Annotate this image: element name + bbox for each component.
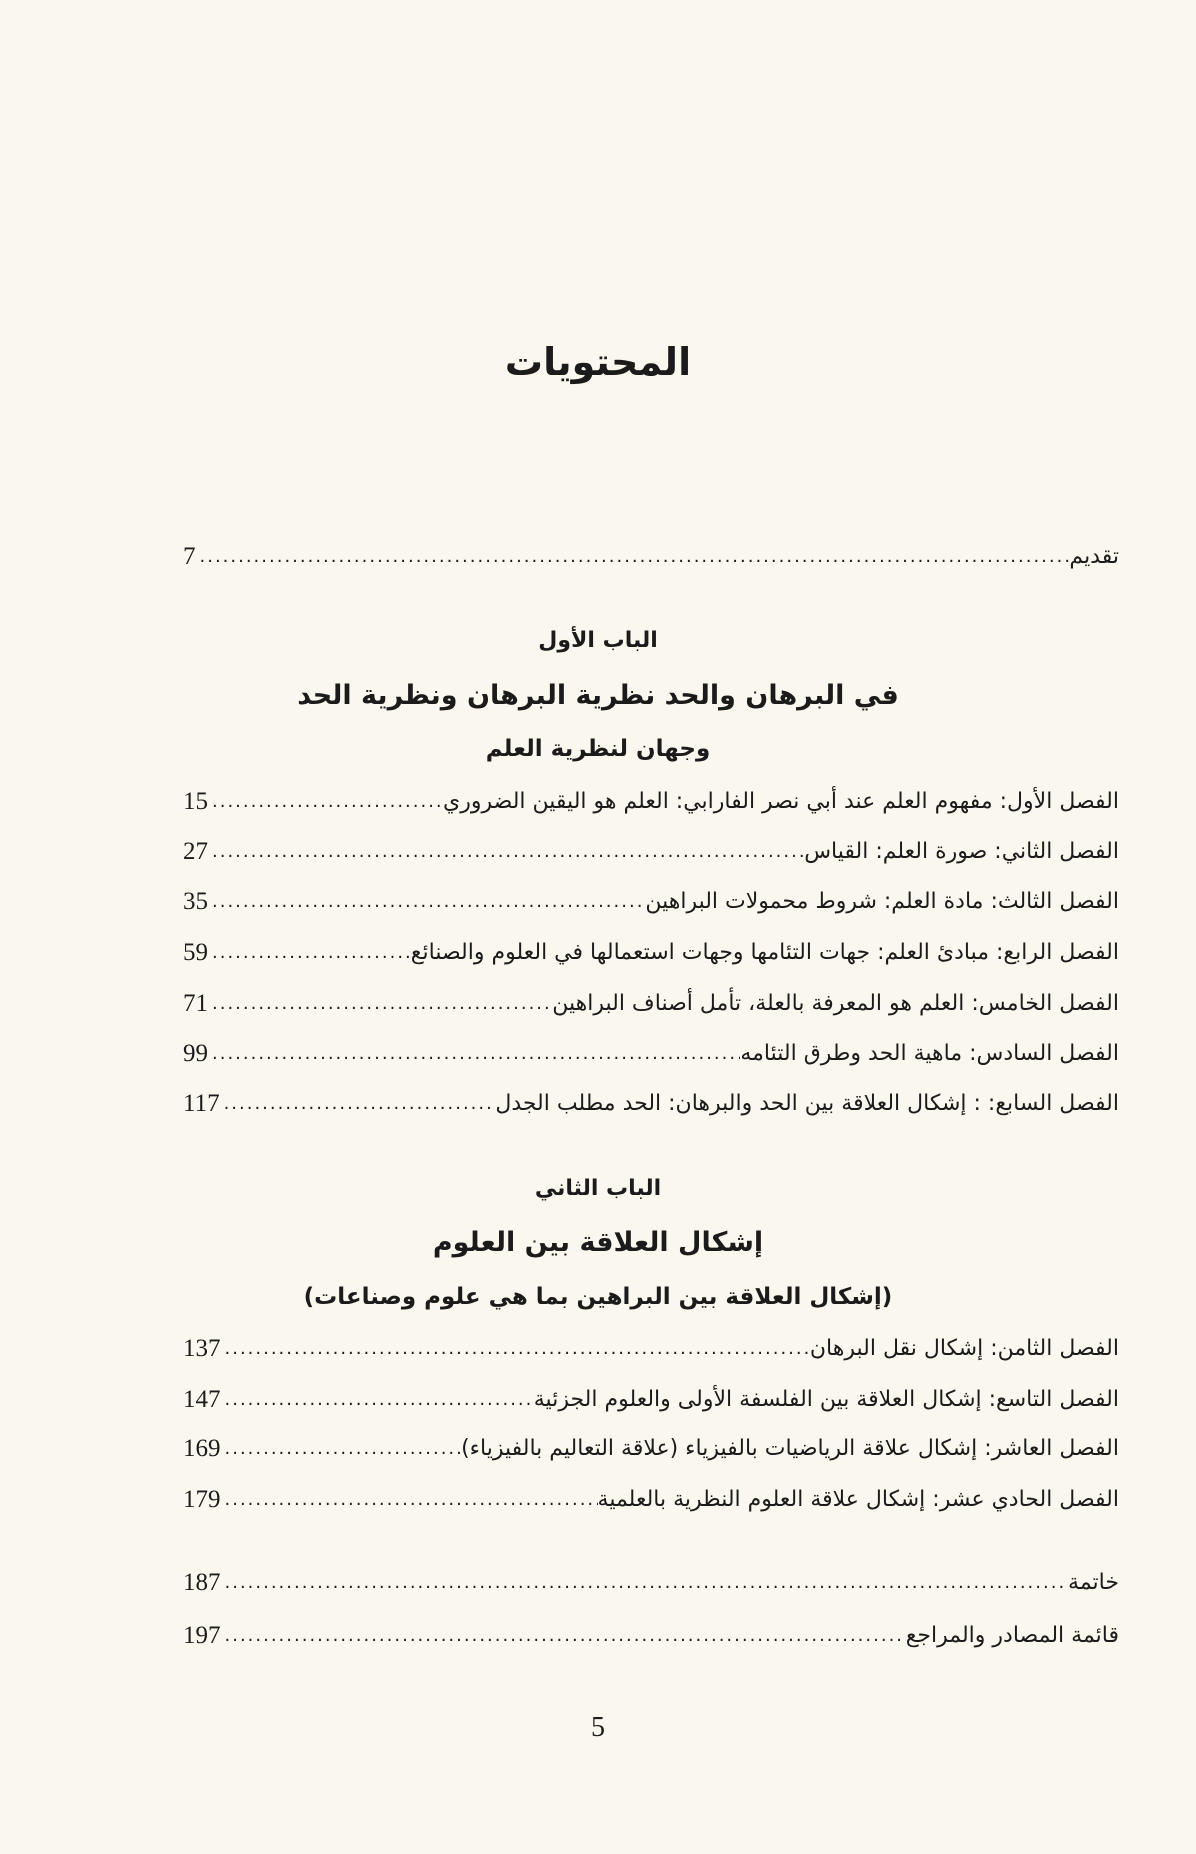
entry-page: 147 xyxy=(183,1386,221,1413)
entry-page: 187 xyxy=(183,1569,221,1596)
toc-entry xyxy=(183,835,1119,869)
entry-page: 99 xyxy=(183,1040,208,1067)
dot-leader xyxy=(212,1037,740,1071)
entry-page: 71 xyxy=(183,990,208,1017)
entry-label: تقديم xyxy=(1069,544,1119,569)
entry-label: الفصل العاشر: إشكال علاقة الرياضيات بالفيزياء (علاقة التعاليم بالفيزياء) xyxy=(461,1436,1119,1461)
toc-entry xyxy=(183,1332,1119,1366)
entry-page: 179 xyxy=(183,1486,221,1513)
entry-label: الفصل السابع: : إشكال العلاقة بين الحد والبرهان: الحد مطلب الجدل xyxy=(495,1091,1119,1116)
dot-leader xyxy=(225,1483,598,1517)
toc-entry xyxy=(183,987,1119,1021)
dot-leader xyxy=(225,1383,534,1417)
toc-entry xyxy=(183,1483,1119,1517)
entry-label: الفصل الثاني: صورة العلم: القياس xyxy=(804,839,1119,864)
part1-label: الباب الأول xyxy=(538,628,658,653)
dot-leader xyxy=(200,540,1070,574)
toc-entry-conclusion xyxy=(183,1566,1119,1600)
entry-label: الفصل الثالث: مادة العلم: شروط محمولات البراهين xyxy=(645,889,1119,914)
dot-leader xyxy=(224,1087,496,1121)
entry-label: الفصل الثامن: إشكال نقل البرهان xyxy=(809,1336,1119,1361)
toc-entry xyxy=(183,936,1119,970)
dot-leader xyxy=(225,1619,906,1653)
entry-page: 27 xyxy=(183,838,208,865)
entry-page: 15 xyxy=(183,788,208,815)
entry-page: 137 xyxy=(183,1335,221,1362)
dot-leader xyxy=(212,987,552,1021)
toc-entry xyxy=(183,1087,1119,1121)
part2-heading: إشكال العلاقة بين العلوم xyxy=(432,1227,764,1258)
entry-label: الفصل الأول: مفهوم العلم عند أبي نصر الفارابي: العلم هو اليقين الضروري xyxy=(443,789,1119,814)
part2-subheading: (إشكال العلاقة بين البراهين بما هي علوم وصناعات) xyxy=(303,1284,893,1310)
entry-label: الفصل الحادي عشر: إشكال علاقة العلوم النظرية بالعلمية xyxy=(597,1487,1119,1512)
dot-leader xyxy=(212,936,411,970)
toc-entry xyxy=(183,1037,1119,1071)
toc-entry xyxy=(183,1383,1119,1417)
entry-page: 117 xyxy=(183,1090,220,1117)
entry-page: 59 xyxy=(183,939,208,966)
page-number: 5 xyxy=(591,1712,605,1743)
entry-label: خاتمة xyxy=(1068,1570,1119,1595)
part1-heading: في البرهان والحد نظرية البرهان ونظرية الحد xyxy=(297,680,899,711)
dot-leader xyxy=(212,785,443,819)
dot-leader xyxy=(212,835,804,869)
entry-label: الفصل الخامس: العلم هو المعرفة بالعلة، تأمل أصناف البراهين xyxy=(552,991,1119,1016)
entry-page: 197 xyxy=(183,1622,221,1649)
dot-leader xyxy=(225,1566,1069,1600)
part2-label: الباب الثاني xyxy=(534,1176,662,1201)
toc-entry-intro xyxy=(183,540,1119,574)
page-title: المحتويات xyxy=(504,340,692,384)
toc-entry xyxy=(183,785,1119,819)
entry-label: قائمة المصادر والمراجع xyxy=(905,1623,1119,1648)
toc-entry xyxy=(183,885,1119,919)
part1-subheading: وجهان لنظرية العلم xyxy=(485,736,711,762)
entry-page: 169 xyxy=(183,1435,221,1462)
dot-leader xyxy=(225,1432,462,1466)
entry-page: 35 xyxy=(183,888,208,915)
entry-label: الفصل التاسع: إشكال العلاقة بين الفلسفة الأولى والعلوم الجزئية xyxy=(533,1387,1119,1412)
entry-label: الفصل الرابع: مبادئ العلم: جهات التئامها وجهات استعمالها في العلوم والصنائع xyxy=(410,940,1119,965)
toc-entry-bibliography xyxy=(183,1619,1119,1653)
entry-page: 7 xyxy=(183,543,196,570)
toc-entry xyxy=(183,1432,1119,1466)
entry-label: الفصل السادس: ماهية الحد وطرق التئامه xyxy=(740,1041,1119,1066)
dot-leader xyxy=(225,1332,810,1366)
dot-leader xyxy=(212,885,645,919)
